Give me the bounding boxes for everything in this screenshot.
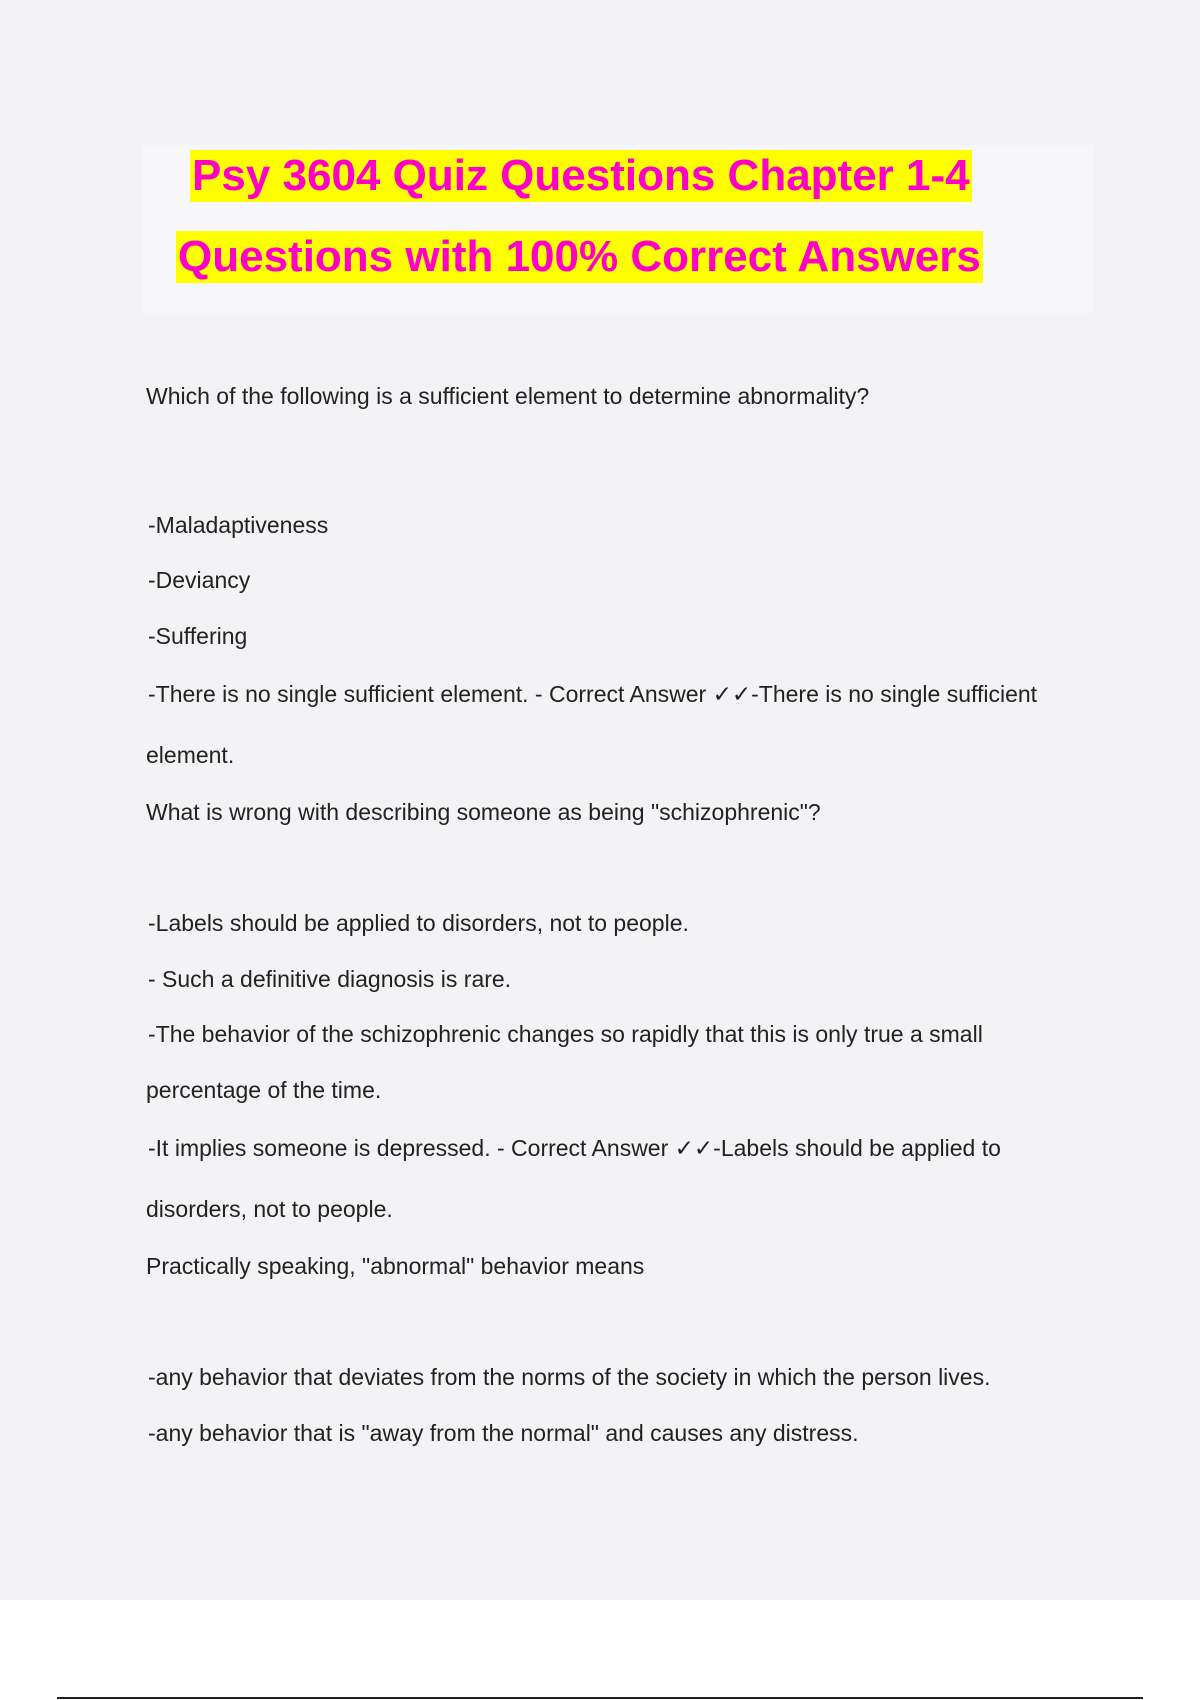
question-3: Practically speaking, "abnormal" behavior means [146, 1253, 645, 1279]
question-1-option-4-with-answer: -There is no single sufficient element. - Correct Answer ✓✓-There is no single sufficient [148, 681, 1038, 707]
question-2: What is wrong with describing someone as being "schizophrenic"? [146, 799, 821, 825]
question-2-answer-continuation: disorders, not to people. [146, 1196, 393, 1222]
question-1-option-3: -Suffering [148, 623, 248, 649]
question-1: Which of the following is a sufficient element to determine abnormality? [146, 383, 870, 409]
question-3-option-2: -any behavior that is "away from the normal" and causes any distress. [148, 1420, 859, 1446]
question-2-option-1: -Labels should be applied to disorders, not to people. [148, 910, 689, 936]
question-2-option-3: -The behavior of the schizophrenic changes so rapidly that this is only true a small [148, 1021, 983, 1047]
question-3-option-1: -any behavior that deviates from the norms of the society in which the person lives. [148, 1364, 991, 1390]
question-2-option-3-continuation: percentage of the time. [146, 1077, 382, 1103]
question-1-option-2: -Deviancy [148, 567, 251, 593]
question-2-option-2: - Such a definitive diagnosis is rare. [148, 966, 512, 992]
footer-divider [57, 1697, 1143, 1699]
document-title-line-2: Questions with 100% Correct Answers [178, 232, 981, 281]
document-title-line-1: Psy 3604 Quiz Questions Chapter 1-4 [192, 151, 970, 200]
question-2-option-4-with-answer: -It implies someone is depressed. - Correct Answer ✓✓-Labels should be applied to [148, 1135, 1001, 1161]
question-1-option-1: -Maladaptiveness [148, 512, 329, 538]
question-1-answer-continuation: element. [146, 742, 235, 768]
